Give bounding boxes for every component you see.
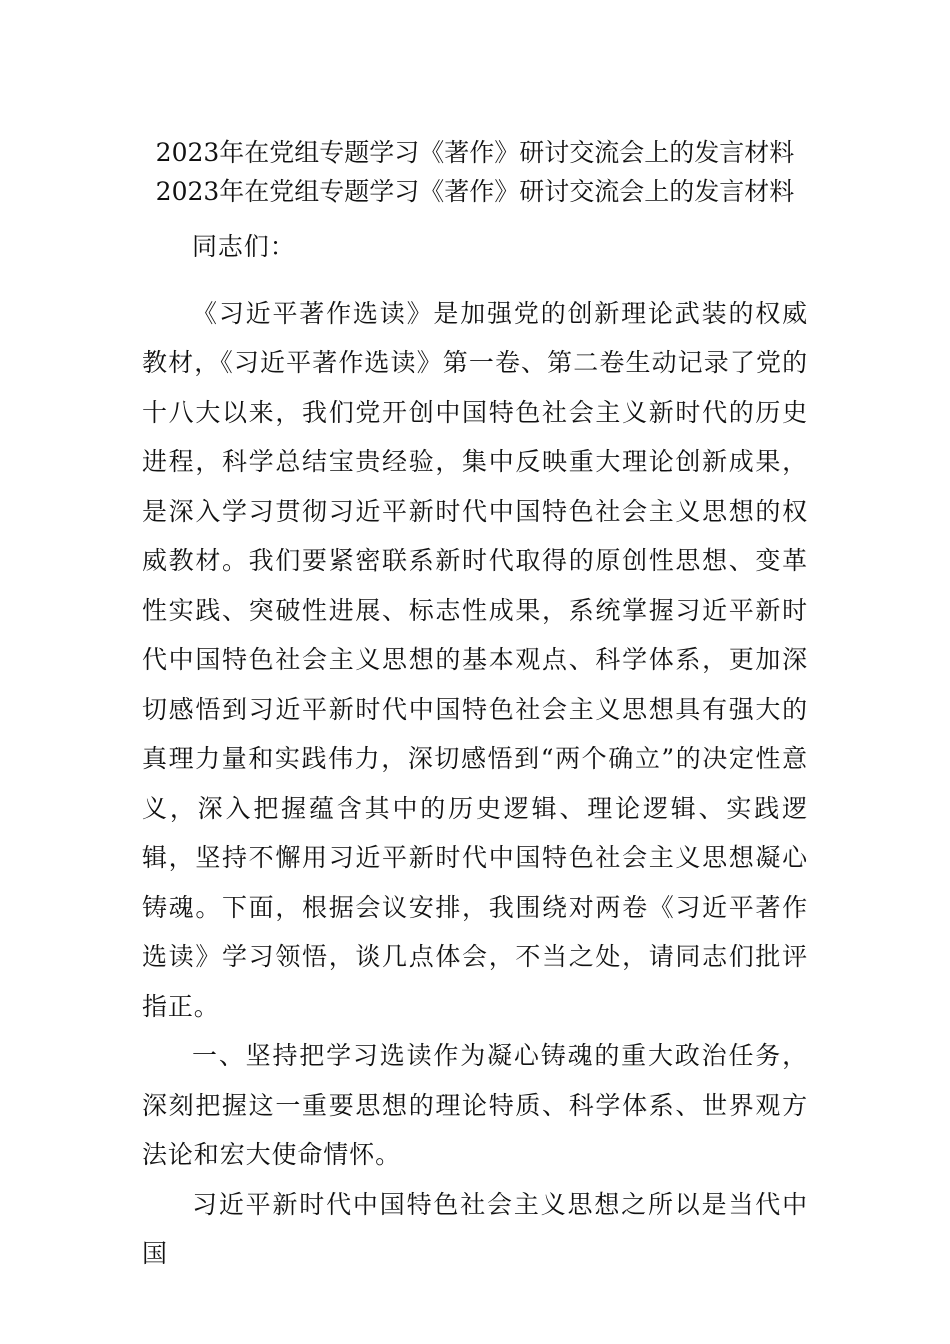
section-heading-1: 一、坚持把学习选读作为凝心铸魂的重大政治任务，深刻把握这一重要思想的理论特质、科学体系、世界观方法论和宏大使命情怀。: [142, 1041, 808, 1169]
document-title: 2023年在党组专题学习《著作》研讨交流会上的发言材料: [155, 138, 795, 167]
document-body: [142, 133, 808, 1279]
paragraph-section-1: 习近平新时代中国特色社会主义思想之所以是当代中国: [142, 1189, 808, 1268]
greeting: 同志们：: [192, 232, 296, 261]
document-title-repeat: 2023年在党组专题学习《著作》研讨交流会上的发言材料: [155, 177, 795, 206]
paragraph-intro: 《习近平著作选读》是加强党的创新理论武装的权威教材，《习近平著作选读》第一卷、第二卷生动记录了党的十八大以来，我们党开创中国特色社会主义新时代的历史进程，科学总结宝贵经验，集中反映重大理论创新成果，是深入学习贯彻习近平新时代中国特色社会主义思想的权威教材。我们要紧密联系新时代取得的原创性思想、变革性实践、突破性进展、标志性成果，系统掌握习近平新时代中国特色社会主义思想的基本观点、科学体系，更加深切感悟到习近平新时代中国特色社会主义思想具有强大的真理力量和实践伟力，深切感悟到“两个确立”的决定性意义，深入把握蕴含其中的历史逻辑、理论逻辑、实践逻辑，坚持不懈用习近平新时代中国特色社会主义思想凝心铸魂。下面，根据会议安排，我围绕对两卷《习近平著作选读》学习领悟，谈几点体会，不当之处，请同志们批评指正。: [142, 298, 808, 1021]
